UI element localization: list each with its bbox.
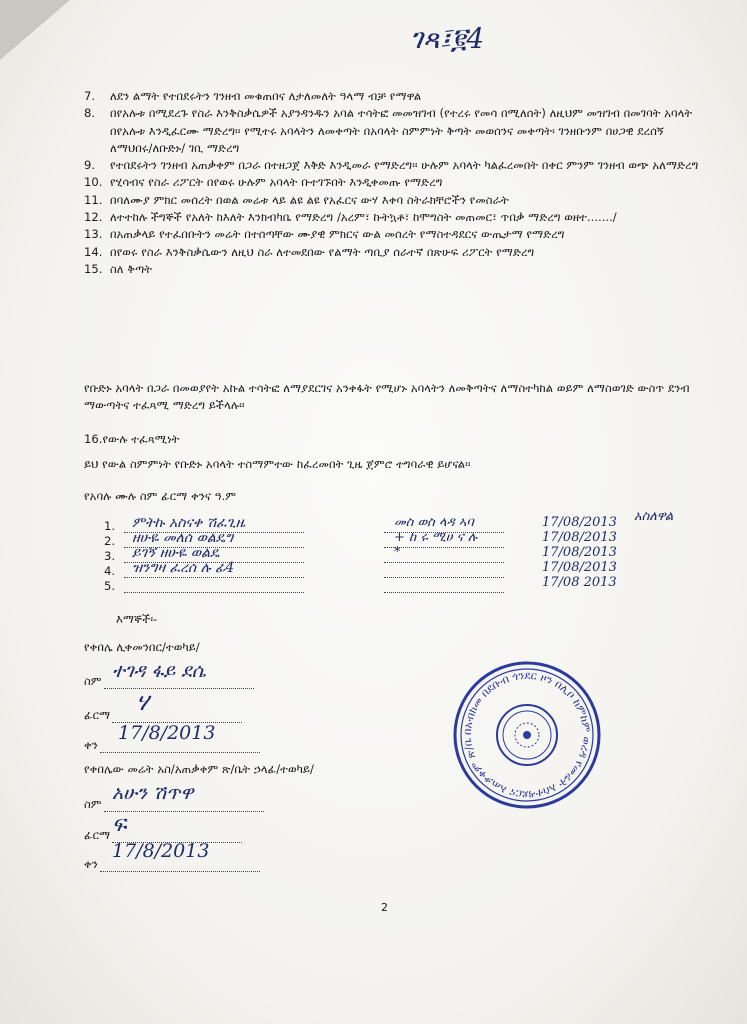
member-number: 1. xyxy=(104,519,116,533)
item-number: 9. xyxy=(84,158,96,173)
member-name-line xyxy=(124,577,304,578)
members-header: የአባሉ ሙሉ ስም ፊርማ ቀንና ዓ.ም xyxy=(84,489,237,503)
member-date: 17/08/2013 xyxy=(542,560,617,575)
member-date: 17/08/2013 xyxy=(542,545,617,560)
penalty-paragraph: የቡድኑ አባላት በጋራ በመወያየት አኩል ተሳትፎ ለማያደርገና አንቀፋት የሚሆኑ አባላትን ለመቅጣትና ለማስተካከል ወይም ለማስወገድ ውስጥ ደንብ ማውጣትና ተፈጻሚ ማድረግ ይችላሉ፡፡ xyxy=(84,381,690,412)
member-date: 17/08 2013 xyxy=(542,575,617,590)
section-16-title: 16.የውሉ ተፈጻሚነት xyxy=(84,432,180,446)
member-signature: + ከ ሩ ሚሀ ና ሉ xyxy=(394,530,478,545)
item-text: በባለሙያ ምክር መሰረት በወል መሬቱ ላይ ልዩ ልዩ የአፈርና ውሃ እቀባ ስትራክቸሮችን የመስራት xyxy=(110,192,509,207)
item-text: ለተተከሉ ችግኞች የአለት ከእለት እንክብካቤ የማድረግ /አረም፣ ኩትኳቶ፣ ከሞግስት መጠመር፣ ጥበቃ ማድረግ ወዘተ......./ xyxy=(110,210,617,225)
members-signature-table xyxy=(84,489,684,593)
item-number: 10. xyxy=(84,175,103,190)
member-signature: * xyxy=(394,545,401,560)
item-number: 13. xyxy=(84,227,103,242)
member-sign-line xyxy=(384,547,504,548)
witness1-name-value: ተገዳ ፋይ ደሴ xyxy=(112,660,206,682)
witness1-signature: ሃ xyxy=(136,688,149,716)
handwritten-page-code: ገጻ፤፪4 xyxy=(410,22,485,55)
obligations-list xyxy=(84,88,700,278)
member-name: ምትኩ አስናቀ ሽፈጊዜ xyxy=(132,515,246,531)
witness2-role: የቀበሌው መሬት አስ/አጠቃቀም ጽ/ቤት ኃላፊ/ተወካይ/ xyxy=(84,762,314,776)
member-date: 17/08/2013 xyxy=(542,515,617,530)
stamp-text: በአብክመ በደቡብ ጎንደር ዞን በሊቦ ከምከም ወረዳ የመሬት አስተዳደርና አጠቃቀም ጽ/ቤ xyxy=(460,668,594,802)
item-number: 8. xyxy=(84,106,96,121)
list-item xyxy=(84,157,700,174)
witnesses-title: እማኞች፡- xyxy=(116,612,158,626)
item-text: ስለ ቅጣት xyxy=(110,261,153,276)
witness2-sign-label: ፊርማ xyxy=(84,828,111,842)
witness2-date-label: ቀን xyxy=(84,857,98,871)
list-item xyxy=(84,105,700,157)
witness2-date-value: 17/8/2013 xyxy=(112,840,210,862)
member-sign-line xyxy=(384,577,504,578)
list-item xyxy=(84,226,700,243)
member-number: 5. xyxy=(104,579,116,593)
item-text: በአጠቃላይ የተፈበቡትን መሬት በተሰጣቸው ሙያዊ ምክርና ውል መሰረት የማስተዳደርና ውጤታማ የማድረግ xyxy=(110,227,565,242)
witness2-name-line xyxy=(104,811,264,812)
item-text: በየአሉቱ በሚደረጉ የስራ እንቅስቃሴዎች አያንዳንዱን አባል ተሳትፎ መመዝገብ (የተረሩ የመሳ በሚለሰት) ለዚህም መዝገብ በመገባት አባላት በየአሉቱ እንዲፈርሙ ማድረግ፡፡ የሚተሩ አባላትን ለመቀጣት በአባላት ስምምነት ቅጣት መወሰንና መቀጣት፡ ገንዘቡንም በሀጋዊ ደረሰኝ ለማህበሩ/ለቡድኑ/ ገቢ ማድረግ xyxy=(110,106,693,155)
member-sign-line xyxy=(384,592,504,593)
witness1-role: የቀበሌ ሊቀመንበር/ተወካይ/ xyxy=(84,640,200,654)
member-sign-line xyxy=(384,562,504,563)
list-item xyxy=(84,174,700,191)
witness2-signature: ፍ xyxy=(112,812,127,837)
item-number: 7. xyxy=(84,89,96,103)
list-item xyxy=(84,244,700,261)
list-item xyxy=(84,209,700,226)
witness2-date-line xyxy=(100,871,260,872)
member-name-line xyxy=(124,592,304,593)
member-name: ዝንግዛ ፈረሰ ሉ ፊ4 xyxy=(132,560,235,576)
item-number: 15. xyxy=(84,261,103,276)
svg-text:በአብክመ በደቡብ ጎንደር ዞን በሊቦ ከምከም ወረ xyxy=(452,660,593,801)
witness1-name-label: ስም xyxy=(84,674,102,688)
item-number: 11. xyxy=(84,192,103,207)
witness2-name-label: ስም xyxy=(84,797,102,811)
official-seal-stamp xyxy=(452,660,602,814)
section-16-text: ይህ የውል ስምምነት የቡድኑ አባላት ተስማምተው ከፈረመበት ጊዜ ጀምሮ ተግባራዊ ይሆናል፡፡ xyxy=(84,457,471,471)
witness1-date-label: ቀን xyxy=(84,738,98,752)
list-item xyxy=(84,261,700,278)
member-signature: መስ ወስ ላዳ ኣባ xyxy=(394,515,474,530)
member-name: ዘሁዬ መለሰ ወልዴግ xyxy=(132,530,234,546)
item-text: በየወሩ የስራ እንቅስቃሴውን ለዚህ ስራ ለተመደበው የልማት ጣቢያ ሰራተኛ በጽሁፍ ሪፖርት የማድረግ xyxy=(110,244,535,259)
witness1-sign-label: ፊርማ xyxy=(84,708,111,722)
item-number: 12. xyxy=(84,210,103,225)
list-item xyxy=(84,88,700,105)
folded-corner xyxy=(0,0,70,60)
page-number: 2 xyxy=(381,901,388,914)
member-number: 4. xyxy=(104,564,116,578)
item-text: የሂሳብና የስራ ሪፖርት በየወሩ ሁሉም አባላት ቡተገኙበት እንዲቀመጡ የማድረግ xyxy=(110,175,443,190)
member-date: 17/08/2013 xyxy=(542,530,617,545)
list-item xyxy=(84,192,700,209)
item-number: 14. xyxy=(84,244,103,259)
witness1-date-line xyxy=(100,752,260,753)
member-name: ይገኝ ዘሁዬ ወልዴ xyxy=(132,545,220,561)
witness1-name-line xyxy=(104,688,254,689)
witness1-date-value: 17/8/2013 xyxy=(118,722,216,744)
member-number: 2. xyxy=(104,534,116,548)
item-text: የተበደሩትን ገንዘብ አጠቃቀም በጋራ በተዘጋጀ እቅድ እንዲመራ የማድረግ፡፡ ሁሉም አባላት ካልፈረመበት በቀር ምንም ገንዘብ ወጭ አለማድረግ xyxy=(110,158,699,173)
item-text: ለደን ልማት የተበደሩትን ገንዘብ መቁጠበና ለታለመለት ዓላማ ብቻ የማዋል xyxy=(110,89,422,103)
witness2-name-value: አሁን ሽጥዋ xyxy=(112,782,194,804)
member-row xyxy=(104,575,704,595)
member-number: 3. xyxy=(104,549,116,563)
member-extra-note: አስለዋል xyxy=(634,509,674,524)
